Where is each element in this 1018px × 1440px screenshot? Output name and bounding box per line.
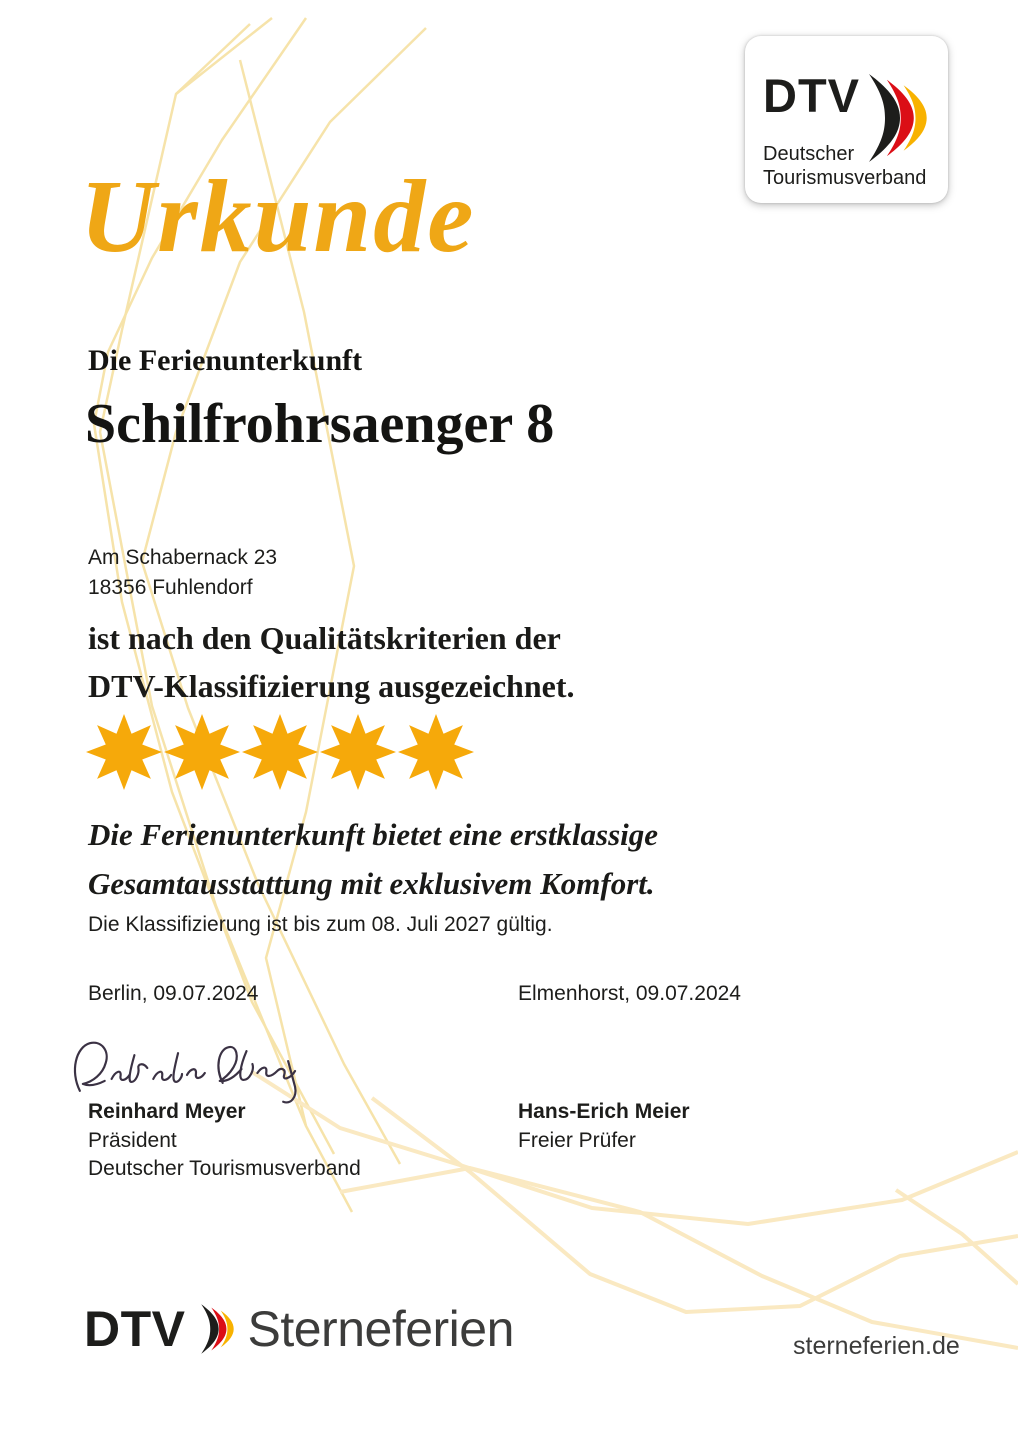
eight-point-star-icon bbox=[86, 714, 162, 790]
certificate-title: Urkunde bbox=[80, 159, 476, 274]
dtv-logo-box bbox=[745, 36, 948, 203]
signer-left-organization: Deutscher Tourismusverband bbox=[88, 1157, 361, 1180]
dtv-logo-acronym: DTV bbox=[763, 69, 860, 122]
validity-note: Die Klassifizierung ist bis zum 08. Juli 2027 gültig. bbox=[88, 913, 553, 936]
rating-description bbox=[88, 810, 658, 908]
dtv-logo-subtitle bbox=[763, 142, 926, 190]
dtv-logo-subtitle-line1: Deutscher bbox=[763, 143, 855, 165]
signer-left-name: Reinhard Meyer bbox=[88, 1100, 246, 1123]
star-rating bbox=[86, 714, 474, 790]
rating-description-line2: Gesamtausstattung mit exklusivem Komfort. bbox=[88, 866, 655, 901]
property-address bbox=[88, 543, 277, 603]
statement-line1: ist nach den Qualitätskriterien der bbox=[88, 620, 561, 656]
footer-brand-name: Sterneferien bbox=[247, 1301, 514, 1357]
signer-right-name: Hans-Erich Meier bbox=[518, 1100, 690, 1123]
property-name: Schilfrohrsaenger 8 bbox=[85, 393, 555, 455]
signer-left-role: Präsident bbox=[88, 1129, 177, 1152]
address-line2: 18356 Fuhlendorf bbox=[88, 576, 253, 599]
statement-line2: DTV-Klassifizierung ausgezeichnet. bbox=[88, 668, 575, 704]
classification-statement bbox=[88, 614, 574, 710]
eight-point-star-icon bbox=[398, 714, 474, 790]
rating-description-line1: Die Ferienunterkunft bietet eine erstklassige bbox=[88, 817, 659, 852]
footer-website: sterneferien.de bbox=[793, 1332, 960, 1360]
intro-label: Die Ferienunterkunft bbox=[88, 344, 363, 377]
footer-dtv-wings-icon bbox=[199, 1304, 235, 1354]
dtv-logo-subtitle-line2: Tourismusverband bbox=[763, 167, 927, 189]
footer-brand bbox=[84, 1301, 514, 1357]
eight-point-star-icon bbox=[242, 714, 318, 790]
footer-dtv-acronym: DTV bbox=[84, 1301, 186, 1357]
eight-point-star-icon bbox=[164, 714, 240, 790]
place-date-right: Elmenhorst, 09.07.2024 bbox=[518, 982, 741, 1005]
place-date-left: Berlin, 09.07.2024 bbox=[88, 982, 259, 1005]
signer-right-role: Freier Prüfer bbox=[518, 1129, 636, 1152]
address-line1: Am Schabernack 23 bbox=[88, 546, 278, 569]
eight-point-star-icon bbox=[320, 714, 396, 790]
